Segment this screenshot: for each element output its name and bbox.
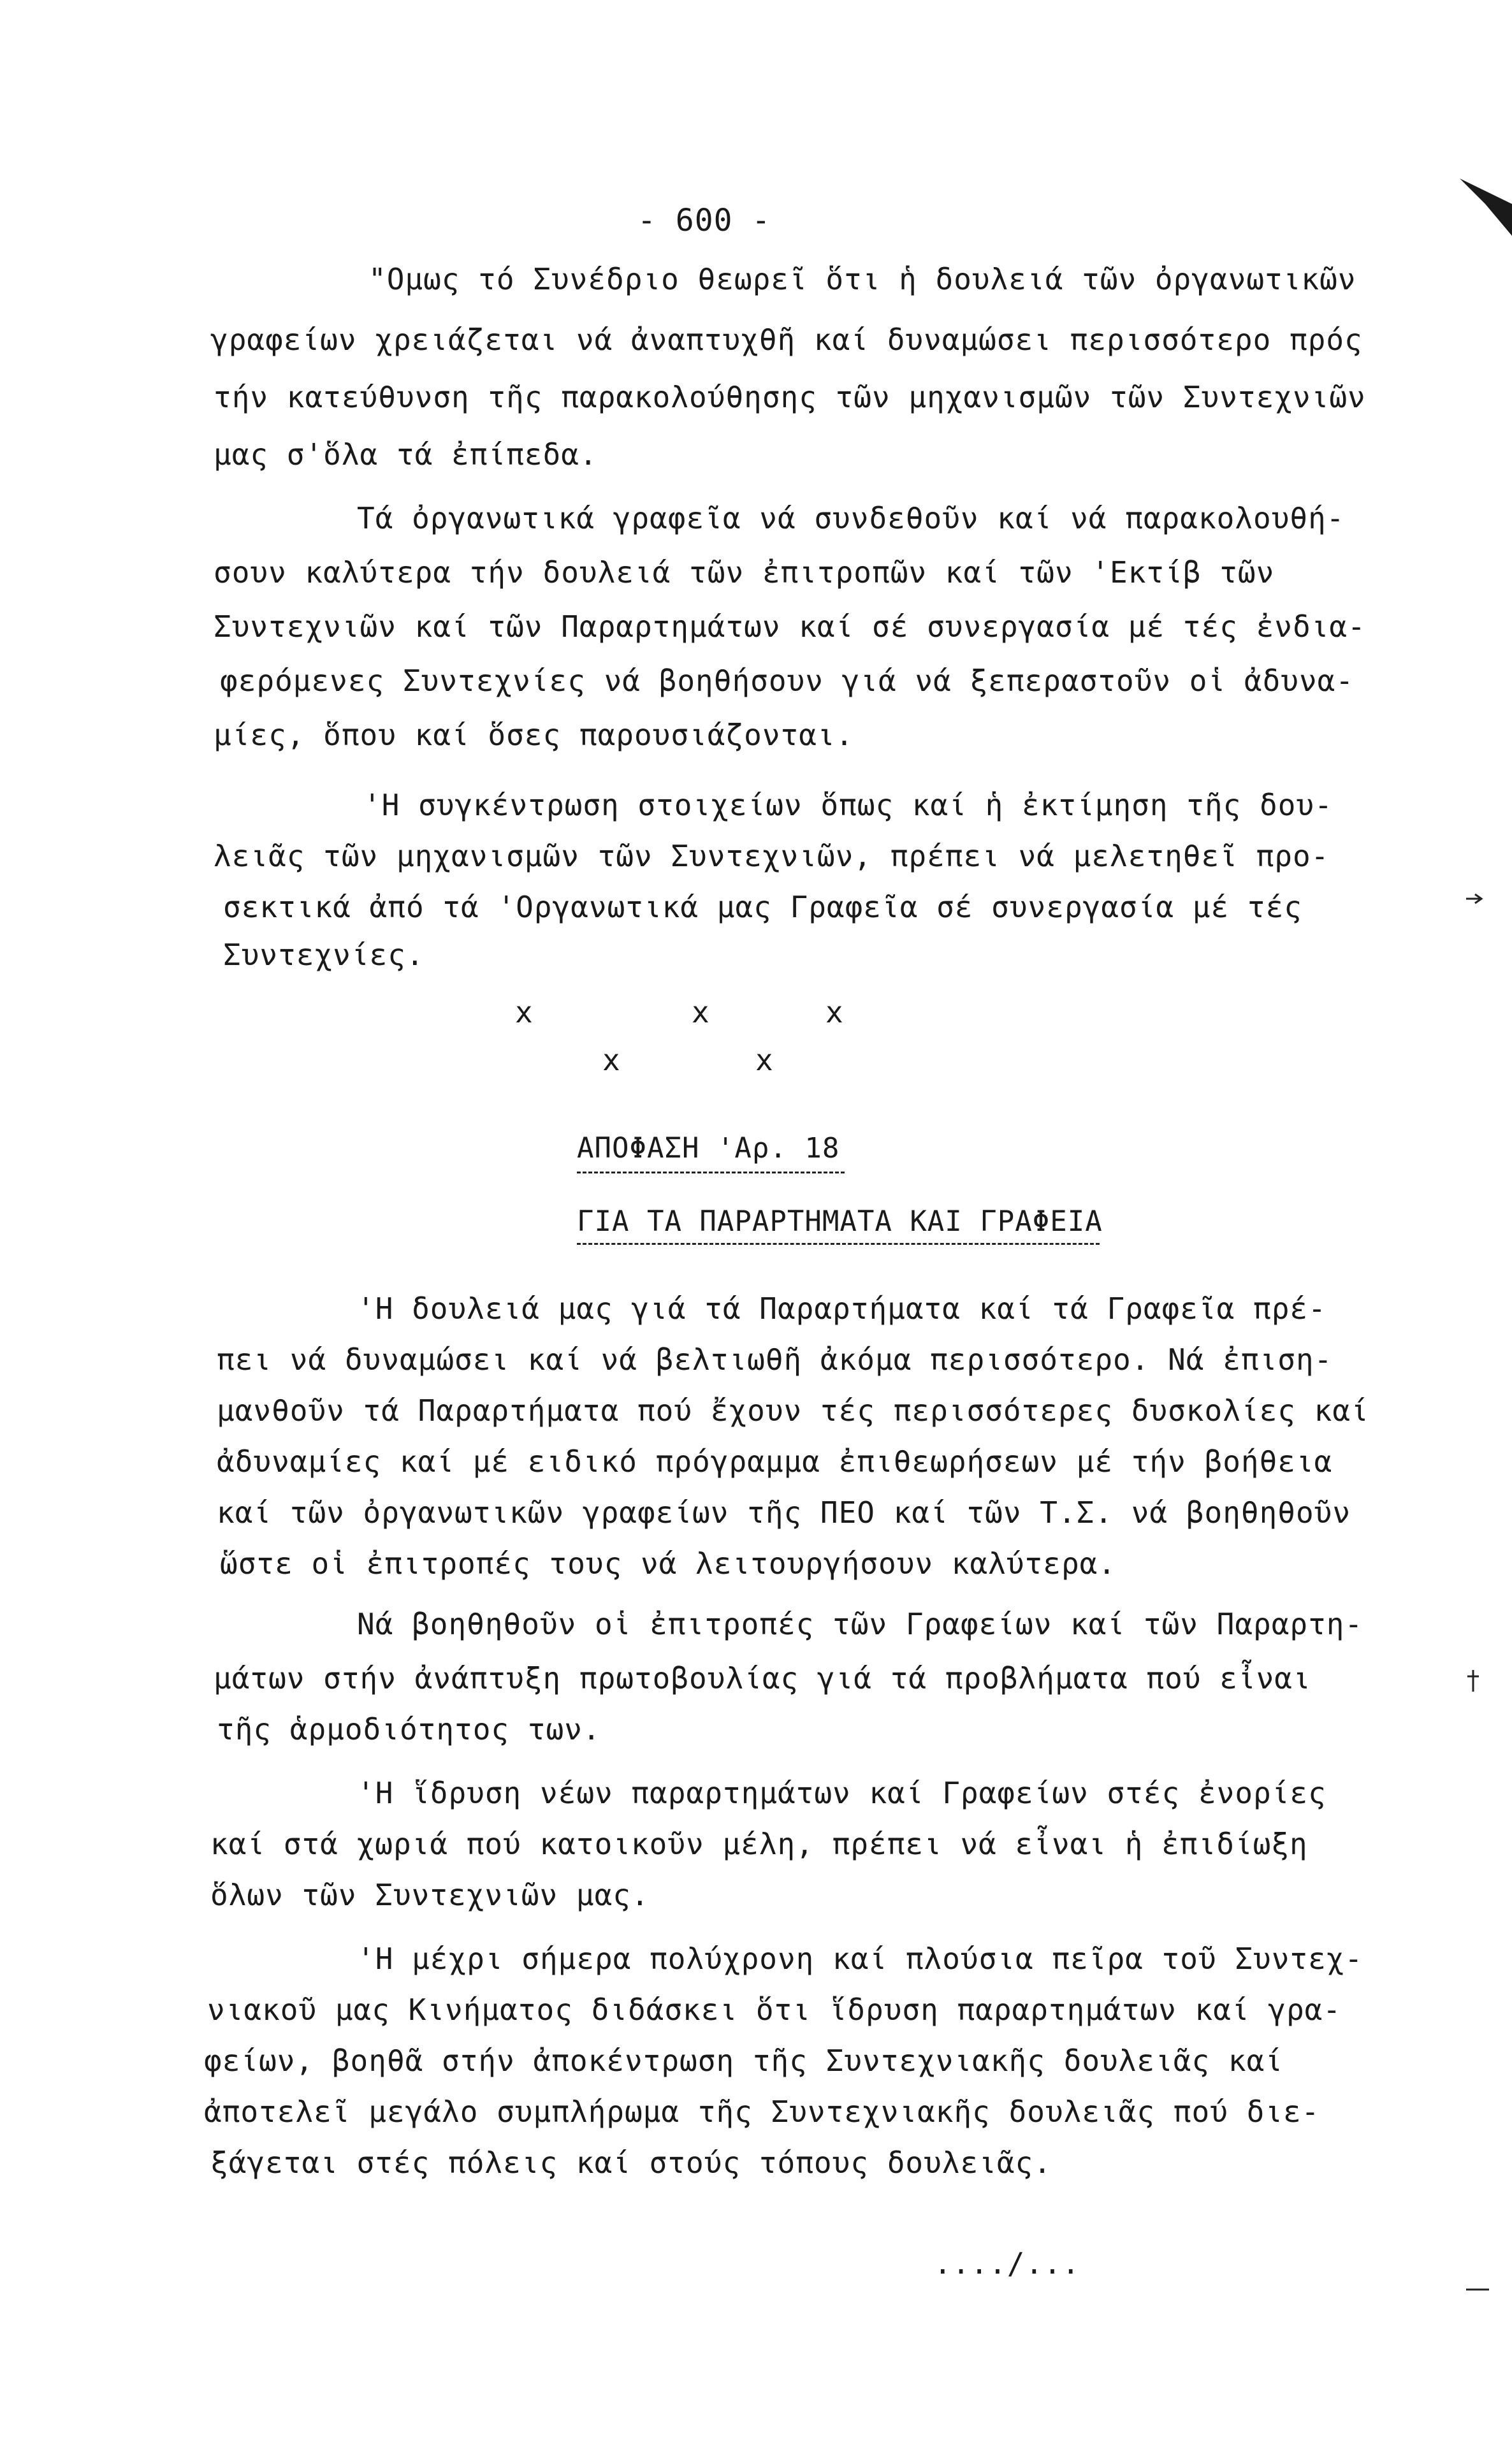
text-line: 'Η μέχρι σήμερα πολύχρονη καί πλούσια πεῖρα τοῦ Συντεχ- (357, 1942, 1363, 1976)
margin-arrow-mark (1466, 892, 1485, 905)
text-line: Νά βοηθηθοῦν οἱ ἐπιτροπές τῶν Γραφείων καί τῶν Παραρτη- (357, 1607, 1363, 1641)
text-line: ὥστε οἱ ἐπιτροπές τους νά λειτουργήσουν καλύτερα. (220, 1546, 1117, 1581)
title-underline (577, 1172, 845, 1173)
page-number: - 600 - (637, 203, 771, 238)
separator-x: x (692, 995, 710, 1029)
corner-fold-mark (1460, 178, 1512, 236)
text-line: 'Η δουλειά μας γιά τά Παραρτήματα καί τά Γραφεῖα πρέ- (357, 1291, 1327, 1326)
text-line: Συντεχνιῶν καί τῶν Παραρτημάτων καί σέ συνεργασία μέ τές ἐνδια- (214, 609, 1366, 644)
text-line: μας σ'ὅλα τά ἐπίπεδα. (214, 437, 598, 472)
text-line: τήν κατεύθυνση τῆς παρακολούθησης τῶν μηχανισμῶν τῶν Συντεχνιῶν (214, 380, 1366, 414)
margin-dash-mark (1466, 2285, 1489, 2294)
text-line: μίες, ὅπου καί ὅσες παρουσιάζονται. (214, 718, 854, 752)
text-line: λειᾶς τῶν μηχανισμῶν τῶν Συντεχνιῶν, πρέπει νά μελετηθεῖ προ- (214, 839, 1330, 873)
continuation-mark: ..../... (934, 2246, 1080, 2281)
text-line: "Ομως τό Συνέδριο θεωρεῖ ὅτι ἡ δουλειά τῶν ὀργανωτικῶν (368, 262, 1356, 296)
text-line: νιακοῦ μας Κινήματος διδάσκει ὅτι ἵδρυση παραρτημάτων καί γρα- (207, 1993, 1342, 2027)
separator-x: x (755, 1043, 774, 1077)
text-line: σουν καλύτερα τήν δουλειά τῶν ἐπιτροπῶν καί τῶν 'Εκτίβ τῶν (214, 555, 1275, 590)
text-line: φείων, βοηθᾶ στήν ἀποκέντρωση τῆς Συντεχνιακῆς δουλειᾶς καί (204, 2044, 1283, 2078)
text-line: γραφείων χρειάζεται νά ἀναπτυχθῆ καί δυναμώσει περισσότερο πρός (210, 323, 1363, 357)
separator-x: x (825, 995, 844, 1029)
text-line: ὅλων τῶν Συντεχνιῶν μας. (210, 1878, 650, 1912)
text-line: καί στά χωριά πού κατοικοῦν μέλη, πρέπει νά εἶναι ἡ ἐπιδίωξη (210, 1827, 1308, 1861)
text-line: 'Η ἵδρυση νέων παραρτημάτων καί Γραφείων στές ἐνορίες (357, 1776, 1327, 1810)
text-line: Συντεχνίες. (223, 938, 425, 972)
decision-title: ΑΠΟΦΑΣΗ 'Αρ. 18 (577, 1132, 840, 1165)
text-line: μανθοῦν τά Παραρτήματα πού ἔχουν τές περισσότερες δυσκολίες καί (217, 1393, 1369, 1428)
text-line: τῆς ἁρμοδιότητος των. (217, 1712, 601, 1746)
text-line: ἀδυναμίες καί μέ ειδικό πρόγραμμα ἐπιθεωρήσεων μέ τήν βοήθεια (217, 1444, 1333, 1479)
decision-subtitle: ΓΙΑ ΤΑ ΠΑΡΑΡΤΗΜΑΤΑ ΚΑΙ ΓΡΑΦΕΙΑ (577, 1205, 1103, 1238)
text-line: μάτων στήν ἀνάπτυξη πρωτοβουλίας γιά τά προβλήματα πού εἶναι (214, 1661, 1311, 1695)
text-line: ἀποτελεῖ μεγάλο συμπλήρωμα τῆς Συντεχνιακῆς δουλειᾶς πού διε- (204, 2094, 1320, 2129)
subtitle-underline (577, 1243, 1100, 1245)
text-line: φερόμενες Συντεχνίες νά βοηθήσουν γιά νά ξεπεραστοῦν οἱ ἀδυνα- (220, 664, 1355, 698)
text-line: καί τῶν ὀργανωτικῶν γραφείων τῆς ΠΕΟ καί τῶν Τ.Σ. νά βοηθηθοῦν (217, 1495, 1351, 1530)
text-line: πει νά δυναμώσει καί νά βελτιωθῆ ἀκόμα περισσότερο. Νά ἐπιση- (217, 1342, 1333, 1377)
text-line: ξάγεται στές πόλεις καί στούς τόπους δουλειᾶς. (210, 2145, 1052, 2180)
separator-x: x (602, 1043, 621, 1077)
margin-cross-mark (1466, 1670, 1480, 1692)
text-line: 'Η συγκέντρωση στοιχείων ὅπως καί ἡ ἐκτίμηση τῆς δου- (363, 788, 1333, 822)
text-line: Τά ὀργανωτικά γραφεῖα νά συνδεθοῦν καί νά παρακολουθή- (357, 501, 1345, 535)
separator-x: x (515, 995, 534, 1029)
text-line: σεκτικά ἀπό τά 'Οργανωτικά μας Γραφεῖα σέ συνεργασία μέ τές (223, 890, 1302, 924)
